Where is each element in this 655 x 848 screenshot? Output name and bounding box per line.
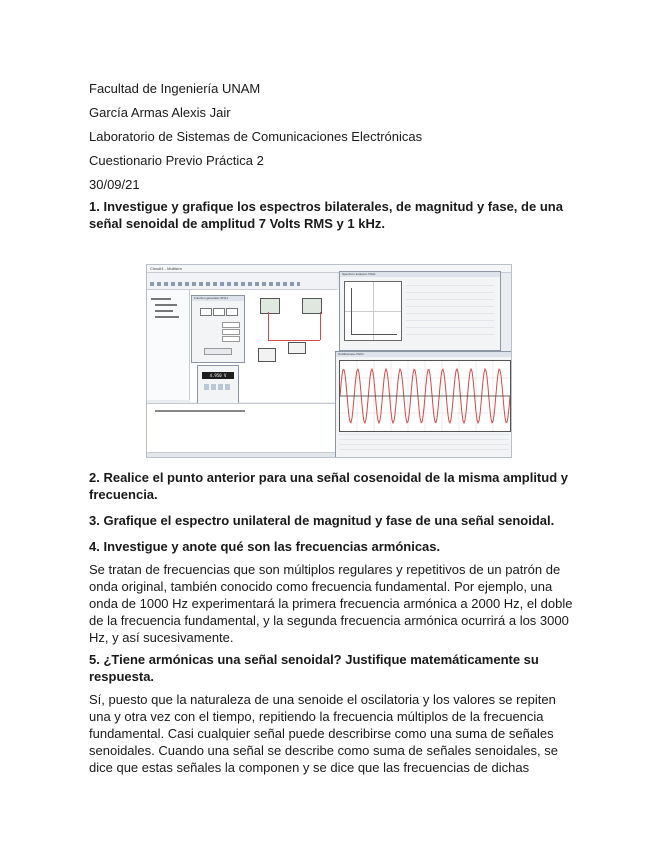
question-2: 2. Realice el punto anterior para una señal cosenoidal de la misma amplitud y frecuencia. [89, 470, 568, 502]
assignment-title: Cuestionario Previo Práctica 2 [89, 153, 264, 168]
function-generator-title: Function generator-XFG1 [192, 296, 244, 301]
oscilloscope-screen [339, 360, 511, 432]
simulator-screenshot [146, 264, 512, 458]
oscilloscope-window [335, 351, 512, 458]
spectrum-analyzer-title: Spectrum analyzer-XSA1 [340, 272, 500, 277]
voltmeter-window [197, 365, 239, 407]
function-generator-window [191, 295, 245, 363]
output-panel [147, 403, 335, 458]
answer-5: Sí, puesto que la naturaleza de una senoide el oscilatoria y los valores se repiten una y otra vez con el tiempo, repitiendo la frecuencia múltiplos de la frecuencia fundamental. Casi cualquier señal puede describirse como una suma de señales senoidales. Cuando una señal se describe como suma de señales senoidales, se dice que estas señales la componen y se dice que las frecuencias de dichas [89, 692, 559, 775]
faculty-line: Facultad de Ingeniería UNAM [89, 81, 261, 96]
oscilloscope-title: Oscilloscope-XSC1 [336, 352, 512, 357]
date: 30/09/21 [89, 177, 140, 192]
app-title-bar: Circuit1 - Multisim [147, 265, 512, 273]
student-name: García Armas Alexis Jair [89, 105, 231, 120]
answer-4: Se tratan de frecuencias que son múltiplos regulares y repetitivos de un patrón de onda original, también conocido como frecuencia fundamental. Por ejemplo, una onda de 1000 Hz experimentará la primera frecuencia armónica a 2000 Hz, el doble de la frecuencia fundamental, y la segunda frecuencia armónica ocurrirá a los 3000 Hz, y así sucesivamente. [89, 562, 573, 645]
voltmeter-display: 4.950 V [202, 372, 234, 379]
design-toolbox [147, 290, 190, 400]
lab-name: Laboratorio de Sistemas de Comunicaciones Electrónicas [89, 129, 423, 144]
spectrum-analyzer-window [339, 271, 501, 351]
question-1: 1. Investigue y grafique los espectros bilaterales, de magnitud y fase, de una señal senoidal de amplitud 7 Volts RMS y 1 kHz. [89, 199, 563, 231]
question-4: 4. Investigue y anote qué son las frecuencias armónicas. [89, 539, 441, 554]
spectrum-plot [344, 281, 402, 341]
question-5: 5. ¿Tiene armónicas una señal senoidal? Justifique matemáticamente su respuesta. [89, 652, 539, 684]
app-toolbar [147, 273, 337, 290]
question-3: 3. Grafique el espectro unilateral de magnitud y fase de una señal senoidal. [89, 513, 555, 528]
